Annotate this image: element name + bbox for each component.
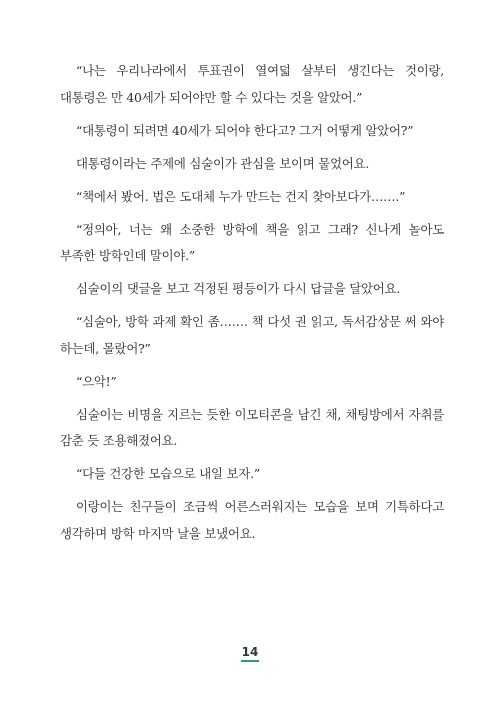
paragraph: 심술이는 비명을 지르는 듯한 이모티콘을 남긴 채, 채팅방에서 자취를 감춘 듯 조용해졌어요. <box>60 406 444 448</box>
paragraph: 이랑이는 친구들이 조금씩 어른스러워지는 모습을 보며 기특하다고 생각하며 방학 마지막 날을 보냈어요. <box>60 499 444 541</box>
paragraph: “으악!” <box>76 373 117 389</box>
paragraph: “나는 우리나라에서 투표권이 열여덟 살부터 생긴다는 것이랑, 대통령은 만 40세가 되어야만 할 수 있다는 것을 알았어.” <box>60 63 444 105</box>
body-text <box>60 58 444 554</box>
paragraph: “정의아, 너는 왜 소중한 방학에 책을 읽고 그래? 신나게 놀아도 부족한 방학인데 말이야.” <box>60 221 444 263</box>
paragraph: “책에서 봤어. 법은 도대체 누가 만드는 건지 찾아보다가…….” <box>76 188 406 204</box>
page-number-label: 14 <box>241 646 260 662</box>
paragraph: “다들 건강한 모습으로 내일 보자.” <box>76 466 260 481</box>
page-number <box>0 645 500 662</box>
paragraph: “심술아, 방학 과제 확인 좀……. 책 다섯 권 읽고, 독서감상문 써 와야 하는데, 몰랐어?” <box>60 314 444 356</box>
paragraph: 심술이의 댓글을 보고 걱정된 평등이가 다시 답글을 달았어요. <box>76 281 401 296</box>
paragraph: 대통령이라는 주제에 심술이가 관심을 보이며 물었어요. <box>76 155 370 171</box>
paragraph: “대통령이 되려면 40세가 되어야 한다고? 그거 어떻게 알았어?” <box>76 122 414 138</box>
